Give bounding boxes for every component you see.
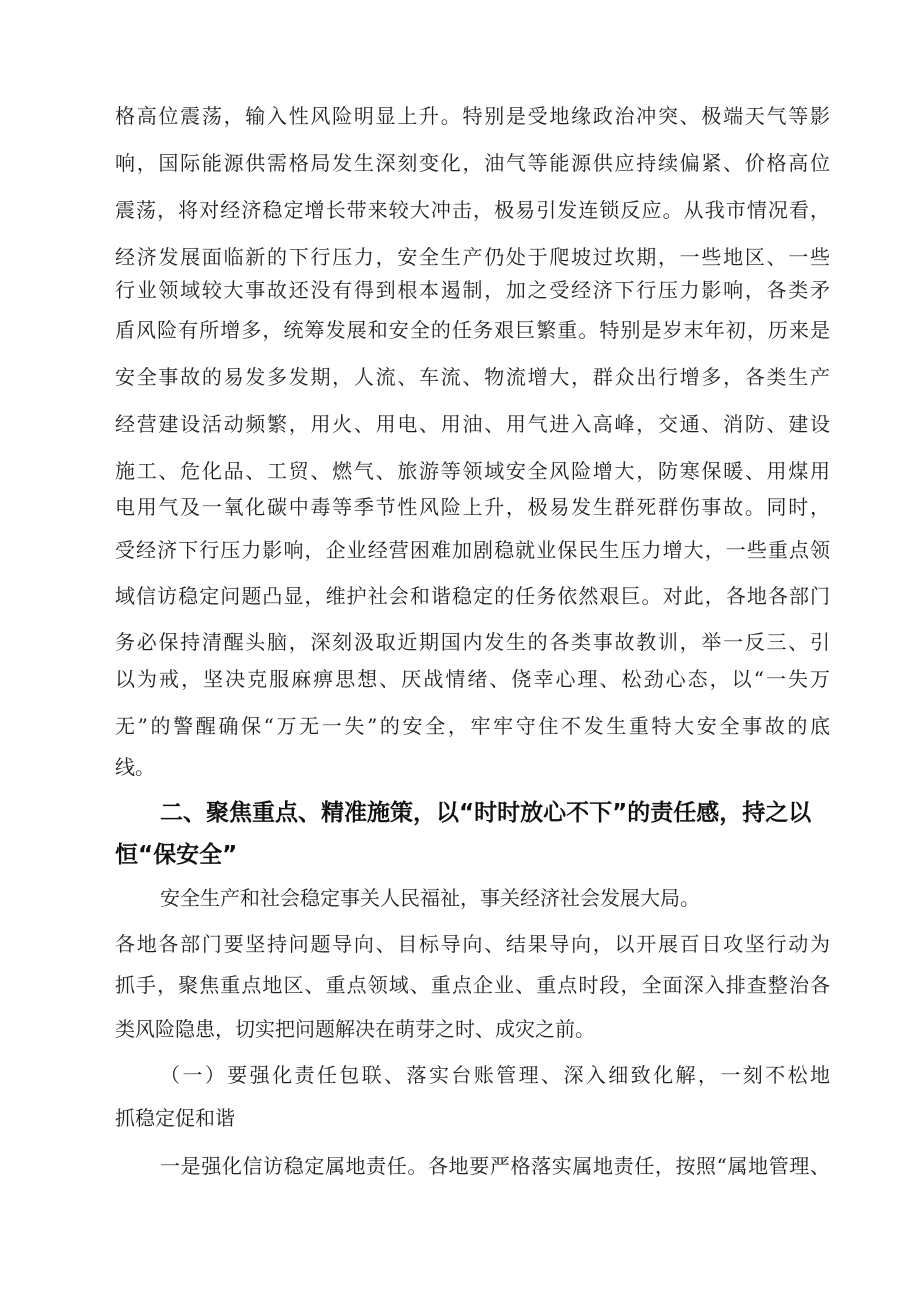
body-text-line: 安全事故的易发多发期，人流、车流、物流增大，群众出行增多，各类生产 xyxy=(115,365,830,389)
body-text-line: 电用气及一氧化碳中毒等季节性风险上升，极易发生群死群伤事故。同时， xyxy=(115,495,830,519)
body-text-line: 经济发展面临新的下行压力，安全生产仍处于爬坡过坎期，一些地区、一些 xyxy=(115,245,830,269)
body-text-line: 以为戒，坚决克服麻痹思想、厌战情绪、侥幸心理、松劲心态，以“一失万 xyxy=(115,667,830,691)
subsection-heading: 抓稳定促和谐 xyxy=(115,1106,235,1130)
body-text-line: 无”的警醒确保“万无一失”的安全，牢牢守住不发生重特大安全事故的底 xyxy=(115,714,830,738)
body-text-line: 经营建设活动频繁，用火、用电、用油、用气进入高峰，交通、消防、建设 xyxy=(115,412,830,436)
body-text-line: 安全生产和社会稳定事关人民福祉，事关经济社会发展大局。 xyxy=(160,886,700,910)
body-text-line: 类风险隐患，切实把问题解决在萌芽之时、成灾之前。 xyxy=(115,1017,595,1041)
section-heading: 恒“保安全” xyxy=(115,842,238,868)
body-text-line: 抓手，聚焦重点地区、重点领域、重点企业、重点时段，全面深入排查整治各 xyxy=(115,973,830,997)
body-text-line: 格高位震荡，输入性风险明显上升。特别是受地缘政治冲突、极端天气等影 xyxy=(115,104,830,128)
body-text-line: 施工、危化品、工贸、燃气、旅游等领域安全风险增大，防寒保暖、用煤用 xyxy=(115,459,830,483)
body-text-line: 震荡，将对经济稳定增长带来较大冲击，极易引发连锁反应。从我市情况看， xyxy=(115,198,830,222)
body-text-line: 一是强化信访稳定属地责任。各地要严格落实属地责任，按照“属地管理、 xyxy=(160,1154,830,1178)
body-text-line: 盾风险有所增多，统筹发展和安全的任务艰巨繁重。特别是岁末年初，历来是 xyxy=(115,318,830,342)
body-text-line: 响，国际能源供需格局发生深刻变化，油气等能源供应持续偏紧、价格高位 xyxy=(115,151,830,175)
body-text-line: 受经济下行压力影响，企业经营困难加剧稳就业保民生压力增大，一些重点领 xyxy=(115,538,830,562)
body-text-line: 各地各部门要坚持问题导向、目标导向、结果导向，以开展百日攻坚行动为 xyxy=(115,932,830,956)
body-text-line: 线。 xyxy=(115,755,155,779)
body-text-line: 务必保持清醒头脑，深刻汲取近期国内发生的各类事故教训，举一反三、引 xyxy=(115,630,830,654)
body-text-line: 行业领域较大事故还没有得到根本遏制，加之受经济下行压力影响，各类矛 xyxy=(115,278,830,302)
section-heading: 二、聚焦重点、精准施策，以“时时放心不下”的责任感，持之以 xyxy=(160,800,812,826)
subsection-heading: （一）要强化责任包联、落实台账管理、深入细致化解，一刻不松地 xyxy=(160,1063,830,1087)
body-text-line: 域信访稳定问题凸显，维护社会和谐稳定的任务依然艰巨。对此，各地各部门 xyxy=(115,584,830,608)
